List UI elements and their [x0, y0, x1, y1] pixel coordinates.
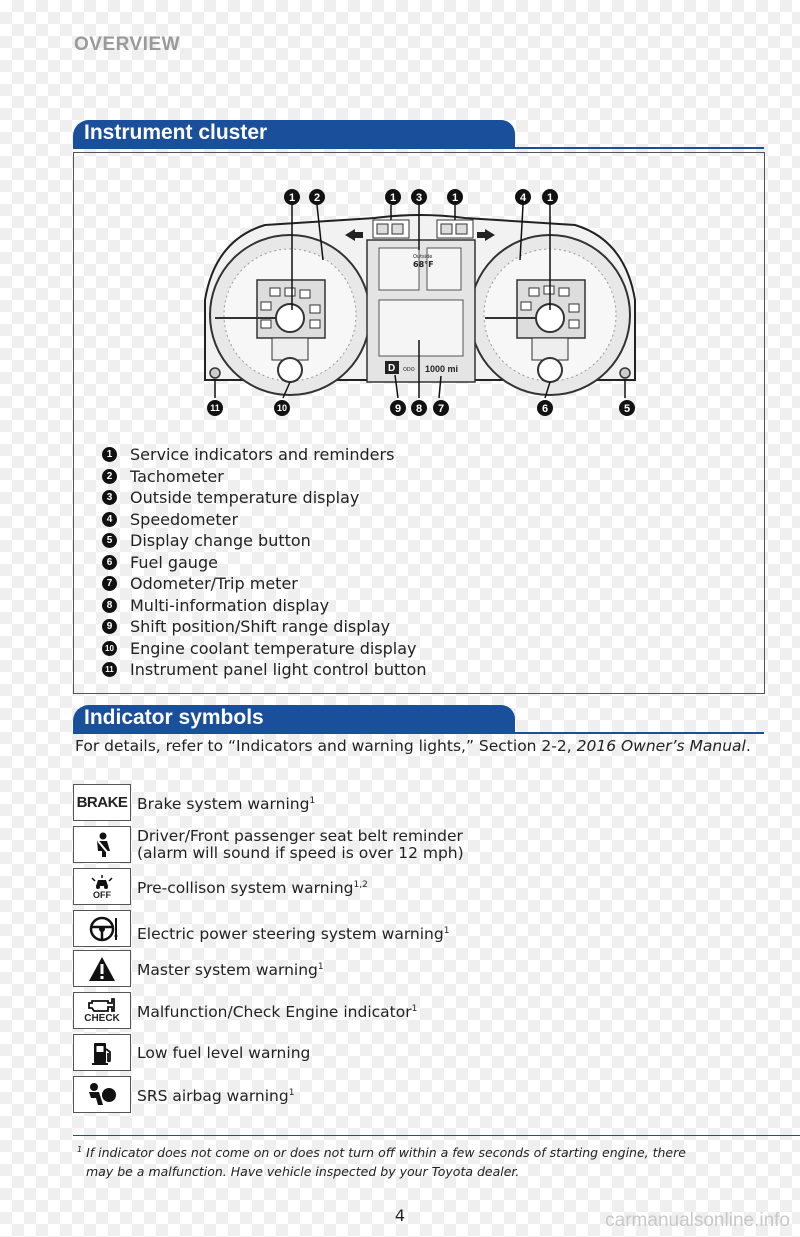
intro-manual-ref: 2016 Owner’s Manual — [576, 737, 746, 755]
instrument-cluster-title: Instrument cluster — [84, 121, 268, 144]
instrument-cluster-bar — [73, 120, 515, 148]
master-warning-icon — [73, 950, 131, 987]
indicator-row-seatbelt — [73, 826, 773, 863]
svg-text:8: 8 — [415, 403, 423, 415]
svg-text:1: 1 — [451, 192, 459, 204]
svg-text:1: 1 — [389, 192, 397, 204]
indicator-label-note: (alarm will sound if speed is over 12 mph) — [137, 843, 464, 862]
indicator-row-fuel — [73, 1034, 773, 1071]
panel-light-control-button — [210, 368, 220, 378]
indicator-label: Master system warning — [137, 961, 318, 980]
indicator-label: Electric power steering system warning — [137, 925, 444, 944]
legend-item — [102, 573, 426, 595]
legend-label: Multi-information display — [130, 595, 330, 615]
indicator-label: Pre-collison system warning — [137, 879, 354, 898]
instrument-cluster-diagram — [195, 180, 645, 420]
svg-text:4: 4 — [519, 192, 527, 204]
steering-wheel-icon — [73, 910, 131, 947]
legend-item — [102, 638, 426, 660]
legend-number-badge: 4 — [102, 512, 117, 527]
indicator-sup: 1 — [317, 961, 324, 972]
svg-text:6: 6 — [541, 403, 549, 415]
legend-item — [102, 466, 426, 488]
display-change-button — [620, 368, 630, 378]
legend-number-badge: 5 — [102, 533, 117, 548]
overview-heading: OVERVIEW — [74, 34, 181, 55]
indicator-sup: 1 — [288, 1087, 295, 1098]
svg-text:5: 5 — [623, 403, 631, 415]
legend-label: Service indicators and reminders — [130, 445, 395, 465]
cluster-legend — [102, 444, 426, 681]
svg-text:1: 1 — [546, 192, 554, 204]
check-engine-icon: CHECK — [73, 992, 131, 1029]
indicator-intro — [75, 735, 755, 757]
legend-item — [102, 552, 426, 574]
gear-indicator: D — [388, 363, 396, 374]
indicator-row-check-engine — [73, 992, 773, 1029]
legend-label: Speedometer — [130, 509, 239, 529]
indicator-symbols-bar — [73, 705, 515, 733]
indicator-sup: 1 — [411, 1003, 418, 1014]
svg-text:9: 9 — [394, 403, 402, 415]
indicator-bar-rule — [73, 732, 764, 734]
indicator-row-pre-collision — [73, 868, 773, 905]
footnote — [77, 1140, 777, 1181]
legend-label: Instrument panel light control button — [130, 660, 427, 680]
svg-text:1: 1 — [288, 192, 296, 204]
legend-label: Shift position/Shift range display — [130, 617, 391, 637]
legend-number-badge: 9 — [102, 619, 117, 634]
legend-number-badge: 11 — [102, 662, 117, 677]
legend-item — [102, 595, 426, 617]
indicator-sup: 1 — [443, 925, 450, 936]
legend-item — [102, 487, 426, 509]
legend-label: Fuel gauge — [130, 552, 218, 572]
indicator-row-airbag — [73, 1076, 773, 1113]
indicator-label: Driver/Front passenger seat belt reminder — [137, 826, 463, 845]
footnote-line-2: may be a malfunction. Have vehicle inspected by your Toyota dealer. — [86, 1164, 520, 1180]
intro-text: For details, refer to “Indicators and warning lights,” Section 2-2, — [75, 737, 572, 755]
svg-text:10: 10 — [276, 403, 288, 413]
svg-text:7: 7 — [437, 403, 445, 415]
page-number: 4 — [394, 1206, 406, 1225]
legend-item — [102, 659, 426, 681]
legend-label: Display change button — [130, 531, 311, 551]
indicator-sup: 1 — [309, 795, 316, 806]
indicator-label: Brake system warning — [137, 795, 310, 814]
legend-label: Outside temperature display — [130, 488, 360, 508]
watermark: carmanualsonline.info — [605, 1210, 790, 1231]
pre-collision-off-icon: OFF — [73, 868, 131, 905]
indicator-label: Malfunction/Check Engine indicator — [137, 1003, 412, 1022]
legend-number-badge: 6 — [102, 555, 117, 570]
indicator-row-brake — [73, 784, 773, 821]
legend-label: Tachometer — [130, 466, 224, 486]
indicator-label: Low fuel level warning — [137, 1043, 311, 1062]
legend-item — [102, 444, 426, 466]
indicator-label: SRS airbag warning — [137, 1087, 289, 1106]
svg-text:3: 3 — [415, 192, 423, 204]
legend-number-badge: 7 — [102, 576, 117, 591]
seatbelt-icon — [73, 826, 131, 863]
legend-number-badge: 8 — [102, 598, 117, 613]
legend-number-badge: 1 — [102, 447, 117, 462]
odo-value: 1000 mi — [425, 364, 459, 374]
indicator-sup: 1,2 — [353, 879, 368, 890]
brake-icon: BRAKE — [73, 784, 131, 821]
legend-number-badge: 3 — [102, 490, 117, 505]
svg-text:2: 2 — [313, 192, 321, 204]
footnote-line-1: If indicator does not come on or does not turn off within a few seconds of starting engine, there — [86, 1145, 686, 1161]
footnote-marker: 1 — [77, 1145, 83, 1154]
legend-item — [102, 616, 426, 638]
footnote-rule — [73, 1135, 800, 1136]
fuel-pump-icon — [73, 1034, 131, 1071]
legend-number-badge: 10 — [102, 641, 117, 656]
legend-item — [102, 509, 426, 531]
outside-label: Outside — [413, 254, 433, 260]
indicator-row-master-warning — [73, 950, 773, 987]
legend-label: Odometer/Trip meter — [130, 574, 298, 594]
indicator-symbols-title: Indicator symbols — [84, 706, 264, 729]
legend-item — [102, 530, 426, 552]
svg-text:11: 11 — [210, 403, 220, 413]
airbag-icon — [73, 1076, 131, 1113]
outside-temp: 68°F — [413, 260, 434, 269]
legend-label: Engine coolant temperature display — [130, 638, 417, 658]
intro-period: . — [745, 737, 751, 755]
indicator-row-steering — [73, 910, 773, 947]
legend-number-badge: 2 — [102, 469, 117, 484]
odo-label: ODO — [403, 367, 415, 373]
cluster-bar-rule — [73, 147, 764, 149]
